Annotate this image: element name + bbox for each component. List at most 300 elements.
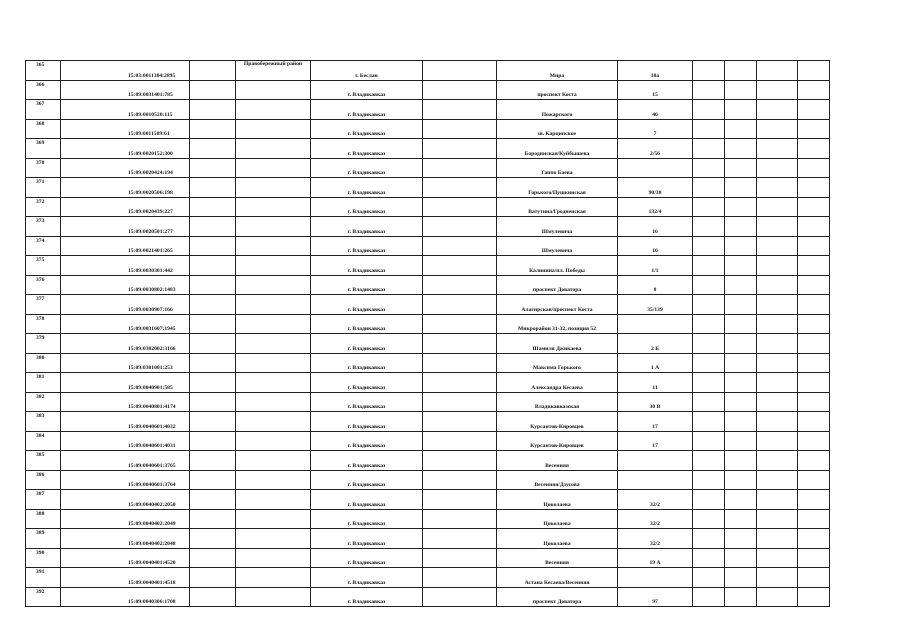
empty-cell	[798, 158, 830, 178]
empty-cell	[423, 431, 497, 451]
table-row	[26, 178, 830, 198]
empty-cell	[798, 100, 830, 120]
empty-cell	[725, 490, 757, 510]
district-cell	[236, 139, 311, 159]
empty-cell	[757, 334, 798, 354]
house-number-cell: 46	[618, 100, 693, 120]
empty-cell	[693, 587, 725, 607]
empty-cell	[190, 373, 236, 393]
empty-cell	[190, 490, 236, 510]
house-number-cell	[618, 470, 693, 490]
empty-cell	[423, 236, 497, 256]
empty-cell	[693, 61, 725, 81]
empty-cell	[757, 490, 798, 510]
empty-cell	[725, 314, 757, 334]
empty-cell	[757, 451, 798, 471]
table-row	[26, 548, 830, 568]
empty-cell	[423, 392, 497, 412]
street-cell: проспект Доватора	[497, 587, 618, 607]
empty-cell	[725, 80, 757, 100]
house-number-cell: 7	[618, 119, 693, 139]
row-number-cell: 377	[26, 295, 61, 315]
house-number-cell	[618, 451, 693, 471]
district-cell	[236, 412, 311, 432]
empty-cell	[798, 334, 830, 354]
street-cell: Микрорайон 31-32, позиция 52	[497, 314, 618, 334]
empty-cell	[725, 139, 757, 159]
empty-cell	[693, 314, 725, 334]
cadastral-number-cell: 15:09:0040601:4032	[61, 412, 190, 432]
empty-cell	[190, 217, 236, 237]
row-number-cell: 376	[26, 275, 61, 295]
empty-cell	[190, 100, 236, 120]
city-cell: г. Владикавказ	[311, 412, 423, 432]
city-cell: г. Владикавказ	[311, 509, 423, 529]
district-cell	[236, 217, 311, 237]
empty-cell	[190, 470, 236, 490]
table-row	[26, 256, 830, 276]
empty-cell	[693, 568, 725, 588]
empty-cell	[725, 587, 757, 607]
empty-cell	[190, 334, 236, 354]
row-number-cell: 373	[26, 217, 61, 237]
row-number-cell: 382	[26, 392, 61, 412]
district-cell	[236, 490, 311, 510]
table-row	[26, 431, 830, 451]
table-row	[26, 490, 830, 510]
table-row	[26, 509, 830, 529]
empty-cell	[725, 529, 757, 549]
house-number-cell: 11	[618, 373, 693, 393]
city-cell: г. Владикавказ	[311, 392, 423, 412]
city-cell: г. Владикавказ	[311, 295, 423, 315]
district-cell	[236, 119, 311, 139]
cadastral-number-cell: 15:03:0011304:2895	[61, 61, 190, 81]
empty-cell	[798, 509, 830, 529]
city-cell: г. Владикавказ	[311, 178, 423, 198]
empty-cell	[757, 275, 798, 295]
row-number-cell: 384	[26, 431, 61, 451]
house-number-cell: 32/2	[618, 529, 693, 549]
row-number-cell: 368	[26, 119, 61, 139]
empty-cell	[190, 80, 236, 100]
house-number-cell: 90/38	[618, 178, 693, 198]
row-number-cell: 386	[26, 470, 61, 490]
empty-cell	[423, 119, 497, 139]
empty-cell	[190, 119, 236, 139]
row-number-cell: 381	[26, 373, 61, 393]
table-row	[26, 80, 830, 100]
table-row	[26, 334, 830, 354]
table-row	[26, 314, 830, 334]
table-row	[26, 139, 830, 159]
empty-cell	[190, 392, 236, 412]
row-number-cell: 372	[26, 197, 61, 217]
cadastral-number-cell: 15:09:0020439:227	[61, 197, 190, 217]
district-cell	[236, 295, 311, 315]
empty-cell	[798, 587, 830, 607]
empty-cell	[423, 470, 497, 490]
street-cell: Цоколаева	[497, 509, 618, 529]
city-cell: г. Владикавказ	[311, 236, 423, 256]
row-number-cell: 375	[26, 256, 61, 276]
district-cell	[236, 568, 311, 588]
row-number-cell: 366	[26, 80, 61, 100]
empty-cell	[757, 587, 798, 607]
empty-cell	[725, 236, 757, 256]
row-number-cell: 389	[26, 529, 61, 549]
empty-cell	[190, 158, 236, 178]
house-number-cell: 2/56	[618, 139, 693, 159]
empty-cell	[423, 548, 497, 568]
empty-cell	[757, 470, 798, 490]
empty-cell	[693, 275, 725, 295]
empty-cell	[693, 158, 725, 178]
district-cell	[236, 197, 311, 217]
empty-cell	[423, 178, 497, 198]
row-number-cell: 378	[26, 314, 61, 334]
empty-cell	[725, 119, 757, 139]
cadastral-number-cell: 15:09:0040402:2049	[61, 509, 190, 529]
district-cell	[236, 451, 311, 471]
empty-cell	[757, 217, 798, 237]
city-cell: г. Владикавказ	[311, 119, 423, 139]
cadastral-number-cell: 15:09:0030301:442	[61, 256, 190, 276]
empty-cell	[757, 353, 798, 373]
city-cell: г. Владикавказ	[311, 100, 423, 120]
empty-cell	[190, 295, 236, 315]
empty-cell	[757, 256, 798, 276]
cadastral-number-cell: 15:09:0040601:3764	[61, 470, 190, 490]
street-cell: Бородинская/Куйбышева	[497, 139, 618, 159]
house-number-cell: 30 В	[618, 392, 693, 412]
street-cell: Весенняя/Дзусова	[497, 470, 618, 490]
house-number-cell: 132/4	[618, 197, 693, 217]
empty-cell	[693, 373, 725, 393]
house-number-cell	[618, 158, 693, 178]
cadastral-number-cell: 15:09:0040901:585	[61, 373, 190, 393]
house-number-cell: 8	[618, 275, 693, 295]
empty-cell	[693, 509, 725, 529]
city-cell: г. Владикавказ	[311, 197, 423, 217]
row-number-cell: 371	[26, 178, 61, 198]
empty-cell	[725, 431, 757, 451]
empty-cell	[190, 431, 236, 451]
empty-cell	[423, 353, 497, 373]
city-cell: г. Владикавказ	[311, 490, 423, 510]
empty-cell	[757, 373, 798, 393]
district-cell	[236, 236, 311, 256]
empty-cell	[798, 490, 830, 510]
cadastral-number-cell: 15:09:0031401:785	[61, 80, 190, 100]
house-number-cell: 35/139	[618, 295, 693, 315]
district-cell	[236, 100, 311, 120]
empty-cell	[757, 431, 798, 451]
cadastral-number-cell: 15:09:0020424:194	[61, 158, 190, 178]
table-row	[26, 217, 830, 237]
city-cell: г. Владикавказ	[311, 548, 423, 568]
district-cell	[236, 548, 311, 568]
empty-cell	[423, 509, 497, 529]
city-cell: г. Владикавказ	[311, 451, 423, 471]
city-cell: г. Владикавказ	[311, 470, 423, 490]
empty-cell	[693, 217, 725, 237]
empty-cell	[725, 373, 757, 393]
empty-cell	[757, 61, 798, 81]
district-cell	[236, 80, 311, 100]
empty-cell	[725, 451, 757, 471]
district-cell	[236, 314, 311, 334]
empty-cell	[798, 119, 830, 139]
district-cell: Правобережный район	[236, 61, 311, 81]
empty-cell	[798, 197, 830, 217]
empty-cell	[757, 119, 798, 139]
registry-table	[25, 60, 830, 607]
street-cell: ш. Карцинское	[497, 119, 618, 139]
cadastral-number-cell: 15:09:0040402:2048	[61, 529, 190, 549]
empty-cell	[725, 217, 757, 237]
city-cell: г. Владикавказ	[311, 80, 423, 100]
cadastral-number-cell: 15:09:0302002:3166	[61, 334, 190, 354]
empty-cell	[798, 217, 830, 237]
row-number-cell: 388	[26, 509, 61, 529]
empty-cell	[693, 529, 725, 549]
empty-cell	[757, 529, 798, 549]
empty-cell	[757, 139, 798, 159]
empty-cell	[798, 548, 830, 568]
empty-cell	[725, 100, 757, 120]
empty-cell	[757, 412, 798, 432]
district-cell	[236, 587, 311, 607]
empty-cell	[798, 470, 830, 490]
empty-cell	[798, 568, 830, 588]
empty-cell	[798, 392, 830, 412]
city-cell: г. Владикавказ	[311, 431, 423, 451]
empty-cell	[757, 197, 798, 217]
empty-cell	[190, 412, 236, 432]
empty-cell	[757, 568, 798, 588]
row-number-cell: 367	[26, 100, 61, 120]
empty-cell	[693, 178, 725, 198]
empty-cell	[423, 197, 497, 217]
empty-cell	[798, 178, 830, 198]
empty-cell	[757, 314, 798, 334]
empty-cell	[423, 256, 497, 276]
cadastral-number-cell: 15:09:0040306:1708	[61, 587, 190, 607]
street-cell: Владикавказская	[497, 392, 618, 412]
street-cell: Александра Кесаева	[497, 373, 618, 393]
table-row	[26, 275, 830, 295]
empty-cell	[798, 412, 830, 432]
empty-cell	[190, 236, 236, 256]
row-number-cell: 387	[26, 490, 61, 510]
empty-cell	[423, 334, 497, 354]
district-cell	[236, 353, 311, 373]
empty-cell	[423, 587, 497, 607]
empty-cell	[693, 197, 725, 217]
empty-cell	[190, 256, 236, 276]
house-number-cell: 17	[618, 412, 693, 432]
empty-cell	[798, 314, 830, 334]
street-cell: проспект Коста	[497, 80, 618, 100]
table-row	[26, 158, 830, 178]
city-cell: г. Владикавказ	[311, 275, 423, 295]
street-cell: Шмулевича	[497, 236, 618, 256]
district-cell	[236, 178, 311, 198]
table-row	[26, 470, 830, 490]
street-cell: Ватутина/Гродненская	[497, 197, 618, 217]
empty-cell	[725, 568, 757, 588]
city-cell: г. Беслан	[311, 61, 423, 81]
street-cell: Пожарского	[497, 100, 618, 120]
city-cell: г. Владикавказ	[311, 529, 423, 549]
street-cell: Астана Кесаева/Весенняя	[497, 568, 618, 588]
cadastral-number-cell: 15:09:0030907:166	[61, 295, 190, 315]
house-number-cell: 19 А	[618, 548, 693, 568]
cadastral-number-cell: 15:09:0040402:2050	[61, 490, 190, 510]
street-cell: Весенняя	[497, 451, 618, 471]
house-number-cell	[618, 568, 693, 588]
empty-cell	[190, 314, 236, 334]
street-cell: Курсантов-Кировцев	[497, 412, 618, 432]
table-row	[26, 412, 830, 432]
cadastral-number-cell: 15:09:0040401:4518	[61, 568, 190, 588]
empty-cell	[725, 275, 757, 295]
cadastral-number-cell: 15:09:0010520:115	[61, 100, 190, 120]
empty-cell	[693, 353, 725, 373]
city-cell: г. Владикавказ	[311, 139, 423, 159]
empty-cell	[693, 431, 725, 451]
empty-cell	[190, 275, 236, 295]
house-number-cell: 32/2	[618, 490, 693, 510]
cadastral-number-cell: 15:09:0011509:61	[61, 119, 190, 139]
cadastral-number-cell: 15:09:0040601:3765	[61, 451, 190, 471]
empty-cell	[190, 451, 236, 471]
table-row	[26, 451, 830, 471]
row-number-cell: 370	[26, 158, 61, 178]
empty-cell	[423, 314, 497, 334]
district-cell	[236, 373, 311, 393]
empty-cell	[693, 236, 725, 256]
district-cell	[236, 392, 311, 412]
empty-cell	[725, 334, 757, 354]
empty-cell	[725, 353, 757, 373]
row-number-cell: 374	[26, 236, 61, 256]
empty-cell	[757, 509, 798, 529]
cadastral-number-cell: 15:09:0020501:277	[61, 217, 190, 237]
empty-cell	[798, 451, 830, 471]
house-number-cell: 15	[618, 80, 693, 100]
row-number-cell: 390	[26, 548, 61, 568]
city-cell: г. Владикавказ	[311, 568, 423, 588]
cadastral-number-cell: 15:09:0031607:1945	[61, 314, 190, 334]
city-cell: г. Владикавказ	[311, 334, 423, 354]
empty-cell	[693, 256, 725, 276]
row-number-cell: 391	[26, 568, 61, 588]
empty-cell	[757, 295, 798, 315]
street-cell: проспект Доватора	[497, 275, 618, 295]
cadastral-number-cell: 15:09:0040801:4174	[61, 392, 190, 412]
empty-cell	[693, 139, 725, 159]
empty-cell	[423, 373, 497, 393]
empty-cell	[423, 61, 497, 81]
street-cell: Горького/Пушкинская	[497, 178, 618, 198]
street-cell: Шамиля Джикаева	[497, 334, 618, 354]
house-number-cell: 32/2	[618, 509, 693, 529]
cadastral-number-cell: 15:09:0040401:4520	[61, 548, 190, 568]
cadastral-number-cell: 15:09:0020506:198	[61, 178, 190, 198]
empty-cell	[725, 509, 757, 529]
table-row	[26, 373, 830, 393]
empty-cell	[423, 275, 497, 295]
empty-cell	[423, 451, 497, 471]
empty-cell	[757, 236, 798, 256]
district-cell	[236, 158, 311, 178]
house-number-cell: 16	[618, 236, 693, 256]
city-cell: г. Владикавказ	[311, 587, 423, 607]
row-number-cell: 385	[26, 451, 61, 471]
table-row	[26, 392, 830, 412]
empty-cell	[725, 412, 757, 432]
empty-cell	[725, 392, 757, 412]
empty-cell	[725, 158, 757, 178]
house-number-cell: 1/1	[618, 256, 693, 276]
empty-cell	[798, 139, 830, 159]
empty-cell	[725, 256, 757, 276]
empty-cell	[190, 529, 236, 549]
empty-cell	[798, 236, 830, 256]
cadastral-number-cell: 15:09:0020152:300	[61, 139, 190, 159]
empty-cell	[693, 80, 725, 100]
row-number-cell: 383	[26, 412, 61, 432]
row-number-cell: 369	[26, 139, 61, 159]
empty-cell	[423, 295, 497, 315]
house-number-cell: 1 А	[618, 353, 693, 373]
cadastral-number-cell: 15:09:0021401:265	[61, 236, 190, 256]
empty-cell	[693, 334, 725, 354]
empty-cell	[798, 373, 830, 393]
empty-cell	[190, 568, 236, 588]
empty-cell	[423, 139, 497, 159]
empty-cell	[693, 392, 725, 412]
table-row	[26, 61, 830, 81]
empty-cell	[757, 100, 798, 120]
district-cell	[236, 256, 311, 276]
street-cell: Мира	[497, 61, 618, 81]
empty-cell	[423, 568, 497, 588]
empty-cell	[423, 529, 497, 549]
empty-cell	[423, 412, 497, 432]
empty-cell	[693, 100, 725, 120]
empty-cell	[798, 295, 830, 315]
table-row	[26, 197, 830, 217]
empty-cell	[190, 353, 236, 373]
empty-cell	[693, 548, 725, 568]
table-row	[26, 295, 830, 315]
empty-cell	[693, 490, 725, 510]
empty-cell	[725, 178, 757, 198]
district-cell	[236, 529, 311, 549]
empty-cell	[798, 431, 830, 451]
empty-cell	[757, 158, 798, 178]
empty-cell	[423, 100, 497, 120]
empty-cell	[693, 451, 725, 471]
empty-cell	[693, 295, 725, 315]
street-cell: Гаппо Баева	[497, 158, 618, 178]
street-cell: Максима Горького	[497, 353, 618, 373]
empty-cell	[190, 61, 236, 81]
empty-cell	[757, 392, 798, 412]
